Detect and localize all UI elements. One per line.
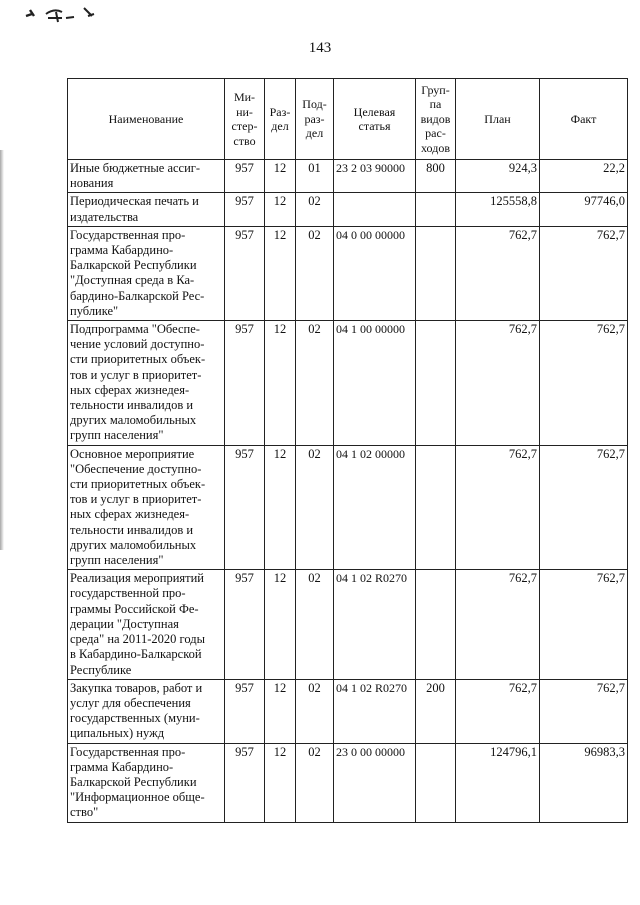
row-plan: 924,3: [456, 160, 540, 193]
row-target-article: 04 1 02 R0270: [334, 570, 416, 679]
scan-edge-shadow: [0, 150, 4, 550]
row-expense-type-group: [416, 193, 456, 226]
header-plan: План: [456, 79, 540, 160]
row-expense-type-group: [416, 570, 456, 679]
budget-table: [67, 78, 628, 823]
header-subsection: Под- раз- дел: [296, 79, 334, 160]
row-target-article: 04 1 02 R0270: [334, 679, 416, 743]
row-subsection: 02: [296, 445, 334, 570]
row-target-article: 23 0 00 00000: [334, 743, 416, 822]
row-fact: 762,7: [540, 226, 628, 320]
header-section: Раз- дел: [265, 79, 296, 160]
row-target-article: [334, 193, 416, 226]
row-fact: 22,2: [540, 160, 628, 193]
row-expense-type-group: [416, 445, 456, 570]
table-row: [68, 743, 628, 822]
row-section: 12: [265, 445, 296, 570]
header-fact: Факт: [540, 79, 628, 160]
scan-artifact-mark: [22, 2, 112, 28]
row-ministry: 957: [225, 570, 265, 679]
row-section: 12: [265, 160, 296, 193]
table-row: [68, 679, 628, 743]
row-name: Основное мероприятие "Обеспечение доступно- сти приоритетных объек- тов и услуг в приоритет- ных сферах жизнедея- тельности инвалидов и других маломобильных групп населения": [68, 445, 225, 570]
table-row: [68, 445, 628, 570]
row-expense-type-group: 200: [416, 679, 456, 743]
row-ministry: 957: [225, 743, 265, 822]
row-section: 12: [265, 570, 296, 679]
row-fact: 762,7: [540, 570, 628, 679]
table-row: [68, 193, 628, 226]
row-ministry: 957: [225, 445, 265, 570]
row-plan: 762,7: [456, 226, 540, 320]
row-name: Иные бюджетные ассиг- нования: [68, 160, 225, 193]
header-expense-type-group: Груп- па видов рас- ходов: [416, 79, 456, 160]
row-fact: 96983,3: [540, 743, 628, 822]
row-subsection: 02: [296, 226, 334, 320]
row-plan: 762,7: [456, 570, 540, 679]
row-ministry: 957: [225, 226, 265, 320]
row-fact: 97746,0: [540, 193, 628, 226]
row-name: Государственная про- грамма Кабардино- Балкарской Республики "Доступная среда в Ка- бардино-Балкарской Рес- публике": [68, 226, 225, 320]
table-row: [68, 226, 628, 320]
row-plan: 125558,8: [456, 193, 540, 226]
row-expense-type-group: 800: [416, 160, 456, 193]
row-ministry: 957: [225, 193, 265, 226]
row-name: Периодическая печать и издательства: [68, 193, 225, 226]
header-ministry: Ми- ни- стер- ство: [225, 79, 265, 160]
row-ministry: 957: [225, 679, 265, 743]
row-section: 12: [265, 679, 296, 743]
row-target-article: 04 1 00 00000: [334, 321, 416, 446]
row-name: Подпрограмма "Обеспе- чение условий доступно- сти приоритетных объек- тов и услуг в приоритет- ных сферах жизнедея- тельности инвалидов и других маломобильных групп населения": [68, 321, 225, 446]
row-target-article: 04 1 02 00000: [334, 445, 416, 570]
row-fact: 762,7: [540, 321, 628, 446]
table-row: [68, 321, 628, 446]
row-fact: 762,7: [540, 679, 628, 743]
row-target-article: 23 2 03 90000: [334, 160, 416, 193]
row-expense-type-group: [416, 226, 456, 320]
header-target-article: Целевая статья: [334, 79, 416, 160]
row-section: 12: [265, 226, 296, 320]
row-name: Реализация мероприятий государственной про- граммы Российской Фе- дерации "Доступная среда" на 2011-2020 годы в Кабардино-Балкарской Республике: [68, 570, 225, 679]
row-subsection: 02: [296, 321, 334, 446]
row-plan: 124796,1: [456, 743, 540, 822]
row-subsection: 02: [296, 743, 334, 822]
table-row: [68, 160, 628, 193]
row-name: Государственная про- грамма Кабардино- Балкарской Республики "Информационное обще- ство": [68, 743, 225, 822]
row-ministry: 957: [225, 321, 265, 446]
row-plan: 762,7: [456, 679, 540, 743]
row-name: Закупка товаров, работ и услуг для обеспечения государственных (муни- ципальных) нужд: [68, 679, 225, 743]
row-subsection: 01: [296, 160, 334, 193]
row-expense-type-group: [416, 321, 456, 446]
table-header-row: [68, 79, 628, 160]
row-section: 12: [265, 743, 296, 822]
row-section: 12: [265, 321, 296, 446]
row-target-article: 04 0 00 00000: [334, 226, 416, 320]
row-subsection: 02: [296, 193, 334, 226]
page-number: 143: [308, 40, 332, 56]
row-ministry: 957: [225, 160, 265, 193]
header-name: Наименование: [68, 79, 225, 160]
row-subsection: 02: [296, 570, 334, 679]
row-plan: 762,7: [456, 321, 540, 446]
row-expense-type-group: [416, 743, 456, 822]
row-plan: 762,7: [456, 445, 540, 570]
row-fact: 762,7: [540, 445, 628, 570]
row-subsection: 02: [296, 679, 334, 743]
table-row: [68, 570, 628, 679]
row-section: 12: [265, 193, 296, 226]
